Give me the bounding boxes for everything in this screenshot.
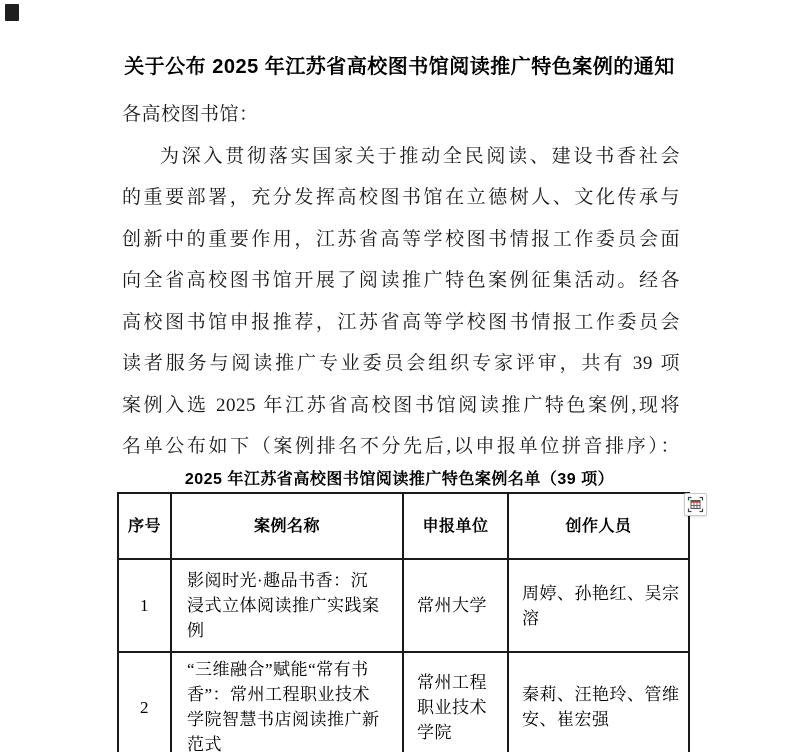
header-people: 创作人员 [508, 493, 689, 559]
table-header-row [118, 493, 689, 559]
creators: 秦莉、汪艳玲、管维安、崔宏强 [508, 652, 689, 752]
header-unit: 申报单位 [403, 493, 508, 559]
case-name: 影阅时光·趣品书香：沉浸式立体阅读推广实践案例 [171, 559, 403, 652]
table-caption: 2025 年江苏省高校图书馆阅读推广特色案例名单（39 项） [184, 471, 615, 488]
case-table [117, 492, 690, 752]
header-num: 序号 [118, 493, 171, 559]
body-line: 为深入贯彻落实国家关于推动全民阅读、建设书香社会 [160, 145, 680, 167]
document-title: 关于公布 2025 年江苏省高校图书馆阅读推广特色案例的通知 [124, 56, 675, 78]
body-line: 案例入选 2025 年江苏省高校图书馆阅读推广特色案例,现将 [122, 394, 680, 416]
applicant-unit: 常州工程职业技术学院 [403, 652, 508, 752]
table-grid-glyph [687, 496, 704, 513]
table-row [118, 652, 689, 752]
body-line: 创新中的重要作用，江苏省高等学校图书情报工作委员会面 [122, 228, 680, 250]
salutation-line: 各高校图书馆： [122, 104, 259, 125]
row-number: 1 [118, 559, 171, 652]
table-select-icon[interactable] [684, 493, 707, 516]
body-line: 名单公布如下（案例排名不分先后,以申报单位拼音排序）： [122, 436, 680, 457]
row-number: 2 [118, 652, 171, 752]
corner-mark [5, 4, 19, 21]
table-row [118, 559, 689, 652]
case-name: “三维融合”赋能“常有书香”：常州工程职业技术学院智慧书店阅读推广新范式 [171, 652, 403, 752]
body-line: 向全省高校图书馆开展了阅读推广特色案例征集活动。经各 [122, 270, 680, 291]
header-name: 案例名称 [171, 493, 403, 559]
body-line: 高校图书馆申报推荐，江苏省高等学校图书情报工作委员会 [122, 311, 680, 333]
body-line: 的重要部署，充分发挥高校图书馆在立德树人、文化传承与 [122, 187, 680, 208]
document-body [122, 94, 680, 468]
creators: 周婷、孙艳红、吴宗溶 [508, 559, 689, 652]
body-line: 读者服务与阅读推广专业委员会组织专家评审，共有 39 项 [122, 353, 680, 374]
applicant-unit: 常州大学 [403, 559, 508, 652]
